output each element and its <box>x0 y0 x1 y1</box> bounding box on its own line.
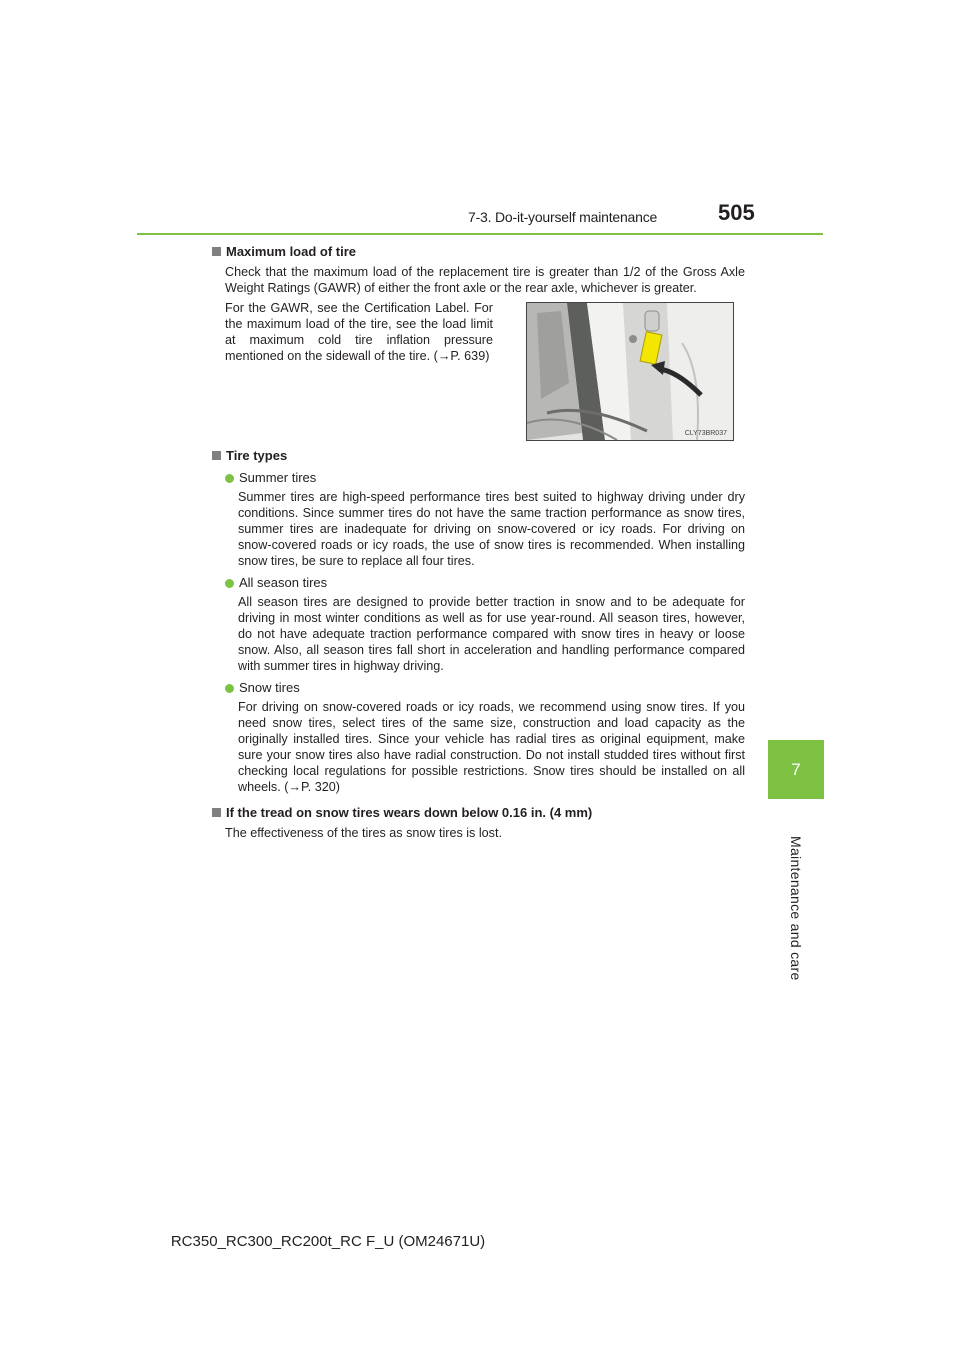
list-item <box>212 470 745 569</box>
chapter-tab <box>768 740 824 799</box>
certification-block <box>225 300 745 448</box>
square-bullet-icon <box>212 808 221 817</box>
list-item-text: All season tires are designed to provide better traction in snow and to be adequate for driving in most winter conditions as well as for use year-round. All season tires, however, do not have adequate traction performance compared with snow tires in heavy or loose snow. Also, all season tires fall short in acceleration and handling performance compared with summer tires in highway driving. <box>238 595 745 673</box>
list-item-label: Summer tires <box>239 470 317 485</box>
round-bullet-icon <box>225 684 234 693</box>
section-max-load <box>212 244 745 448</box>
round-bullet-icon <box>225 579 234 588</box>
list-item-title <box>225 680 745 696</box>
heading-text: Maximum load of tire <box>226 244 357 259</box>
list-item-title <box>225 575 745 591</box>
figure-code: CLY73BR037 <box>684 430 727 437</box>
heading-text: Tire types <box>226 448 288 463</box>
section-tire-types <box>212 448 745 795</box>
square-bullet-icon <box>212 247 221 256</box>
paragraph: For the GAWR, see the Certification Label. For the maximum load of the tire, see the load limit at maximum cold tire inflation pressure mentioned on the sidewall of the tire. (→P. 639) <box>225 301 493 363</box>
square-bullet-icon <box>212 451 221 460</box>
header-section-title: 7-3. Do-it-yourself maintenance <box>468 209 658 225</box>
footer-model-code: RC350_RC300_RC200t_RC F_U (OM24671U) <box>170 1233 486 1250</box>
section-heading <box>212 448 745 464</box>
paragraph: Check that the maximum load of the replacement tire is greater than 1/2 of the Gross Axle Weight Ratings (GAWR) of either the front axle or the rear axle, whichever is greater. <box>225 265 745 295</box>
list-item-label: Snow tires <box>239 680 300 695</box>
chapter-number: 7 <box>791 759 801 779</box>
list-item-title <box>225 470 745 486</box>
page-number: 505 <box>718 200 755 225</box>
heading-text: If the tread on snow tires wears down below 0.16 in. (4 mm) <box>226 805 593 820</box>
paragraph: The effectiveness of the tires as snow tires is lost. <box>225 826 502 840</box>
list-item-text: For driving on snow-covered roads or icy roads, we recommend using snow tires. If you need snow tires, select tires of the same size, construction and load capacity as the originally installed tires. Since your vehicle has radial tires as original equipment, make sure your snow tires also have radial construction. Do not install studded tires without first checking local regulations for possible restrictions. Snow tires should be installed on all wheels. (→P. 320) <box>238 700 745 794</box>
main-content <box>212 244 745 845</box>
round-bullet-icon <box>225 474 234 483</box>
section-tread <box>212 805 745 841</box>
list-item-label: All season tires <box>239 575 328 590</box>
list-item <box>212 575 745 674</box>
chapter-title: Maintenance and care <box>788 836 804 981</box>
header-divider <box>137 233 823 235</box>
list-item-text: Summer tires are high-speed performance tires best suited to highway driving under dry conditions. Since summer tires do not have the same traction performance as snow tires, summer tires are inadequate for driving on snow-covered or icy roads. For driving on snow-covered roads or icy roads, the use of snow tires is recommended. When installing snow tires, be sure to replace all four tires. <box>238 490 745 568</box>
section-heading <box>212 244 745 260</box>
section-heading <box>212 805 745 821</box>
list-item <box>212 680 745 795</box>
certification-label-figure <box>526 302 734 441</box>
door-pillar-illustration <box>527 303 733 440</box>
